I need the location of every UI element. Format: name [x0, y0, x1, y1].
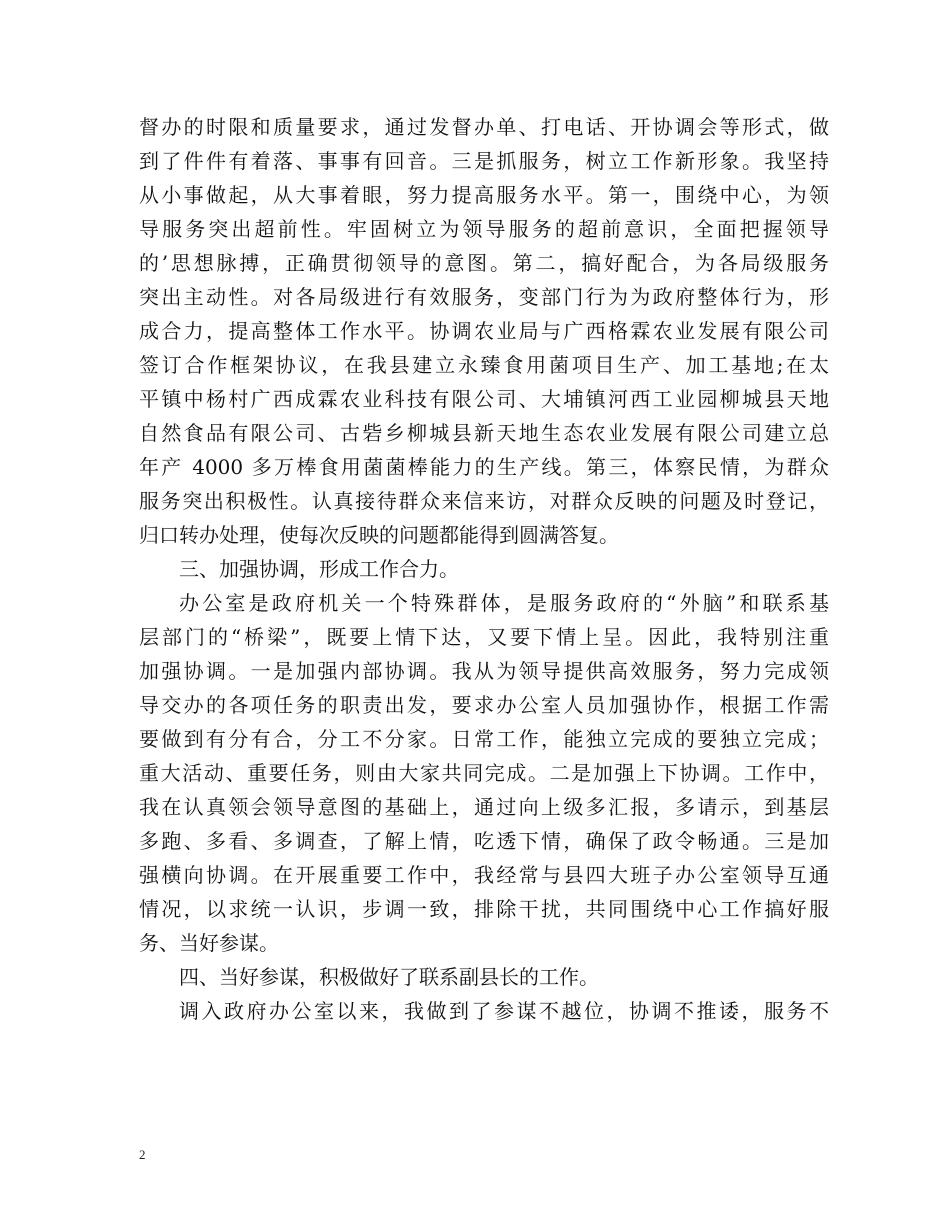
section-heading: 四、当好参谋，积极做好了联系副县长的工作。	[179, 965, 599, 989]
text-line: 到了件件有着落、事事有回音。三是抓服务，树立工作新形象。我坚持	[139, 149, 829, 173]
text-line: 自然食品有限公司、古砦乡柳城县新天地生态农业发展有限公司建立总	[139, 421, 829, 445]
text-line: 多跑、多看、多调查，了解上情，吃透下情，确保了政令畅通。三是加	[139, 829, 829, 853]
text-line: 成合力，提高整体工作水平。协调农业局与广西格霖农业发展有限公司	[139, 319, 829, 343]
text-line: 情况，以求统一认识，步调一致，排除干扰，共同围绕中心工作搞好服	[139, 897, 829, 921]
text-line: 突出主动性。对各局级进行有效服务，变部门行为为政府整体行为，形	[139, 285, 829, 309]
text-line: 签订合作框架协议，在我县建立永臻食用菌项目生产、加工基地;在太	[139, 353, 829, 377]
text-line: 办公室是政府机关一个特殊群体，是服务政府的“外脑”和联系基	[179, 591, 829, 615]
text-line: 层部门的“桥梁”，既要上情下达，又要下情上呈。因此，我特别注重	[139, 625, 829, 649]
text-line: 调入政府办公室以来，我做到了参谋不越位，协调不推诿，服务不	[179, 999, 829, 1023]
text-line: 导交办的各项任务的职责出发，要求办公室人员加强协作，根据工作需	[139, 693, 829, 717]
text-line: 重大活动、重要任务，则由大家共同完成。二是加强上下协调。工作中，	[139, 761, 829, 785]
text-line: 年产 4000 多万棒食用菌菌棒能力的生产线。第三，体察民情，为群众	[139, 455, 829, 479]
section-heading: 三、加强协调，形成工作合力。	[179, 557, 459, 581]
text-line: 要做到有分有合，分工不分家。日常工作，能独立完成的要独立完成；	[139, 727, 829, 751]
text-line: 平镇中杨村广西成霖农业科技有限公司、大埔镇河西工业园柳城县天地	[139, 387, 829, 411]
text-line: 服务突出积极性。认真接待群众来信来访，对群众反映的问题及时登记，	[139, 489, 829, 513]
text-line: 导服务突出超前性。牢固树立为领导服务的超前意识，全面把握领导	[139, 217, 829, 241]
page-number: 2	[139, 1147, 146, 1162]
text-line: 加强协调。一是加强内部协调。我从为领导提供高效服务，努力完成领	[139, 659, 829, 683]
text-line: 强横向协调。在开展重要工作中，我经常与县四大班子办公室领导互通	[139, 863, 829, 887]
text-line: 从小事做起，从大事着眼，努力提高服务水平。第一，围绕中心，为领	[139, 183, 829, 207]
text-line: 归口转办处理，使每次反映的问题都能得到圆满答复。	[139, 523, 619, 547]
text-line: 我在认真领会领导意图的基础上，通过向上级多汇报，多请示，到基层	[139, 795, 829, 819]
text-line: 的’思想脉搏，正确贯彻领导的意图。第二，搞好配合，为各局级服务	[139, 251, 829, 275]
document-body	[139, 110, 829, 1028]
text-line: 务、当好参谋。	[139, 931, 279, 955]
text-line: 督办的时限和质量要求，通过发督办单、打电话、开协调会等形式，做	[139, 115, 829, 139]
